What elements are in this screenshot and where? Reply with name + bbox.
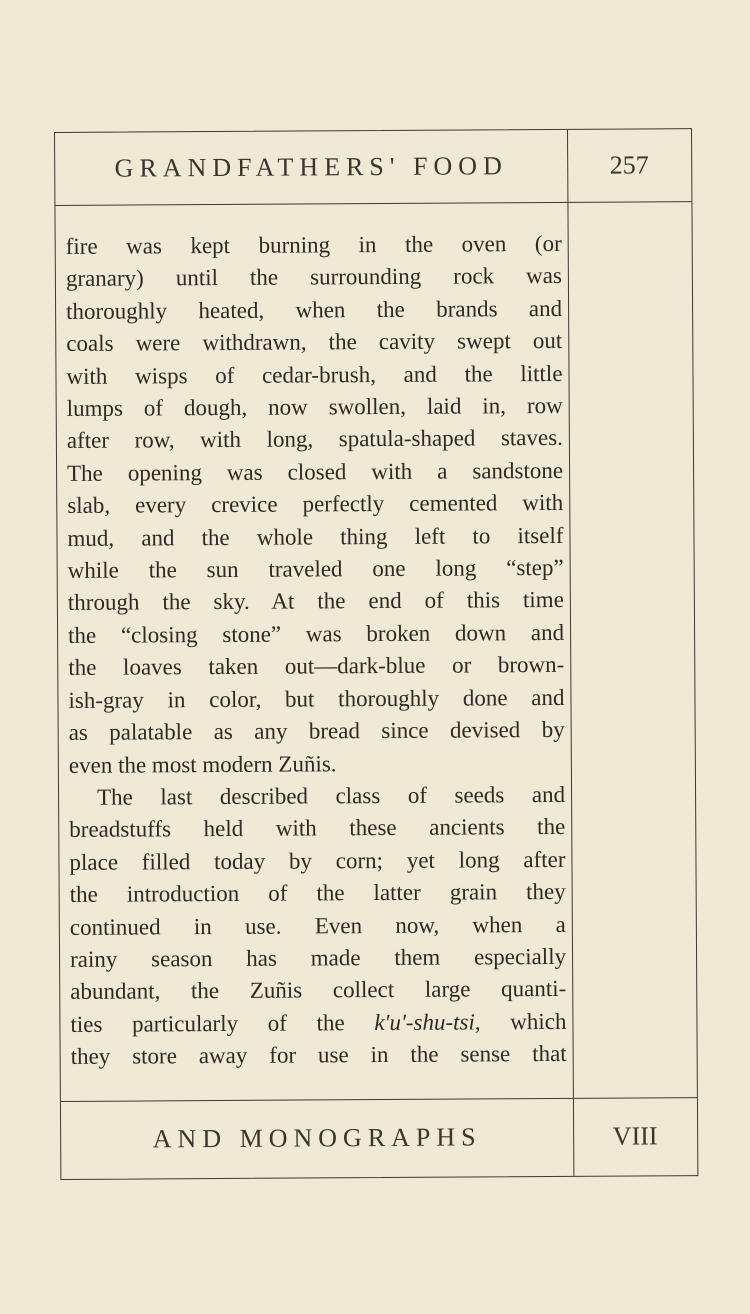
text-line: place filled today by corn; yet long after: [69, 846, 566, 875]
series-title: AND MONOGRAPHS: [152, 1122, 482, 1154]
page-frame: [54, 128, 698, 1180]
column-divider: [567, 130, 574, 1176]
italic-term: k'u'-shu-tsi,: [374, 1009, 481, 1035]
text-line: lumps of dough, now swollen, laid in, row: [66, 392, 563, 421]
text-line: fire was kept burning in the oven (or: [65, 230, 562, 259]
text-line: after row, with long, spatula-shaped staves.: [66, 425, 563, 454]
text-line: the loaves taken out—dark-blue or brown-: [68, 652, 565, 681]
text-line: they store away for use in the sense that: [70, 1041, 567, 1070]
volume-number: VIII: [612, 1121, 658, 1151]
running-title: GRANDFATHERS' FOOD: [114, 151, 508, 183]
text-line: even the most modern Zuñis.: [68, 750, 337, 778]
text-line: ish-gray in color, but thoroughly done and: [68, 684, 565, 713]
text-line: thoroughly heated, when the brands and: [66, 295, 563, 324]
text-line: through the sky. At the end of this time: [67, 587, 564, 616]
text-line: rainy season has made them especially: [69, 943, 567, 972]
text-line: mud, and the whole thing left to itself: [67, 522, 564, 551]
text-line: The opening was closed with a sandstone: [67, 457, 564, 486]
text-line-with-italic: [70, 1006, 566, 1041]
text-line: breadstuffs held with these ancients the: [69, 814, 566, 843]
text-line: with wisps of cedar-brush, and the little: [66, 360, 563, 389]
text-line: granary) until the surrounding rock was: [65, 263, 562, 292]
text-line: continued in use. Even now, when a: [69, 911, 566, 940]
text-line: the introduction of the latter grain they: [69, 879, 566, 908]
text-line: while the sun traveled one long “step”: [67, 554, 564, 583]
paragraph-first-line: The last described class of seeds and: [96, 781, 566, 810]
text-line: coals were withdrawn, the cavity swept out: [66, 328, 563, 357]
text-line: as palatable as any bread since devised by: [68, 716, 565, 746]
text-segment: ties particularly of the: [70, 1009, 345, 1037]
page-number: 257: [609, 150, 649, 180]
body-text: [66, 228, 567, 1074]
text-line: abundant, the Zuñis collect large quanti-: [70, 976, 567, 1005]
text-line: the “closing stone” was broken down and: [67, 619, 565, 648]
text-line: slab, every crevice perfectly cemented with: [67, 490, 564, 519]
text-segment: which: [510, 1008, 567, 1034]
